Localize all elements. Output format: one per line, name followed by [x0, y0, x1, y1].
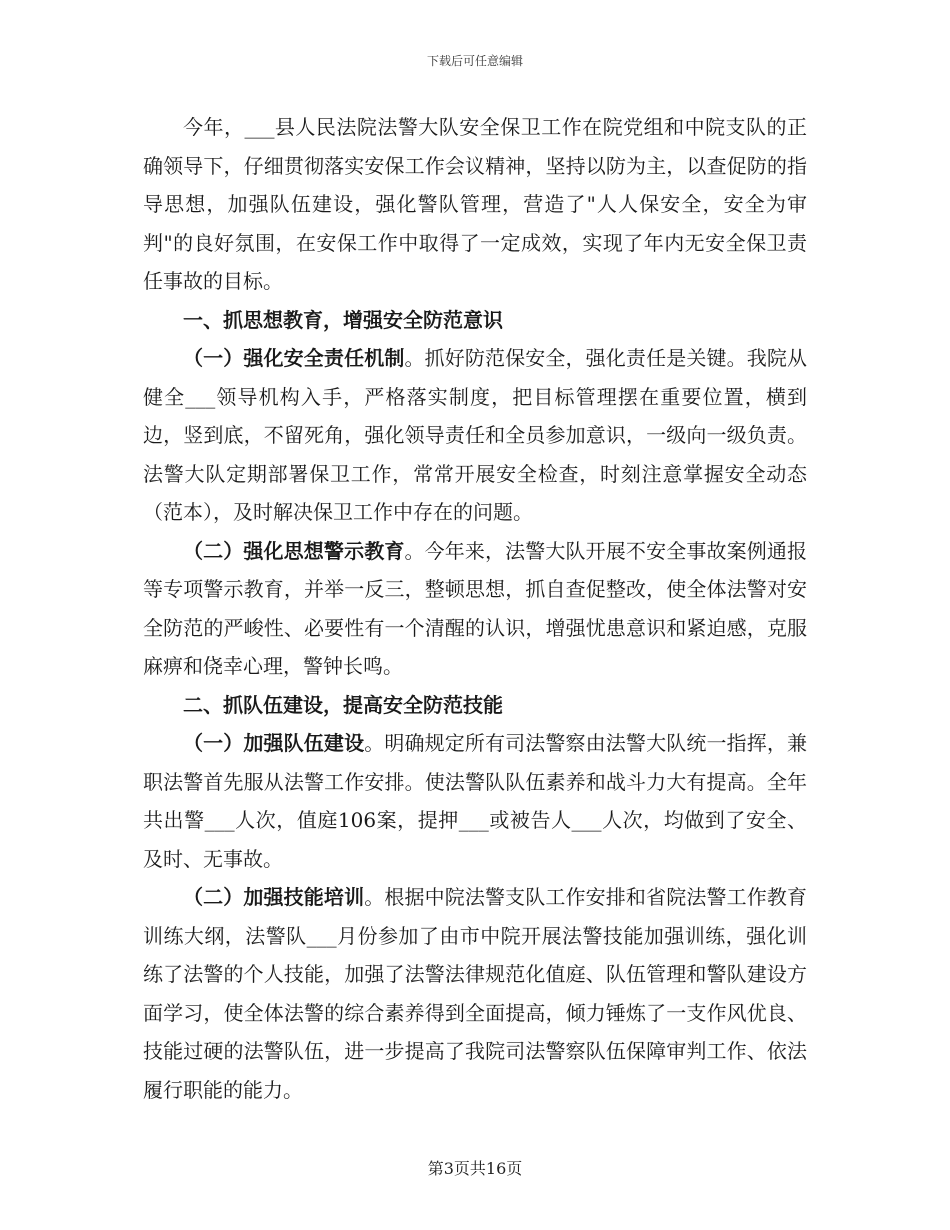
section-2-item-2: [143, 878, 807, 1109]
section-2-heading: 二、抓队伍建设，提高安全防范技能: [183, 692, 503, 717]
section-1-heading: 一、抓思想教育，增强安全防范意识: [183, 307, 503, 332]
section-1-item-2: [143, 532, 807, 686]
page-footer-number: 第3页共16页: [427, 1159, 523, 1178]
section-2-item-1-title: （一）加强队伍建设: [183, 731, 365, 755]
intro-paragraph: 今年，___县人民法院法警大队安全保卫工作在院党组和中院支队的正确领导下，仔细贯彻落实安保工作会议精神，坚持以防为主，以查促防的指导思想，加强队伍建设，强化警队管理，营造了"人人保安全，安全为审判"的良好氛围，在安保工作中取得了一定成效，实现了年内无安全保卫责任事故的目标。: [143, 115, 807, 293]
section-2-item-2-body: 。根据中院法警支队工作安排和省院法警工作教育训练大纲，法警队___月份参加了由市中院开展法警技能加强训练，强化训练了法警的个人技能，加强了法警法律规范化值庭、队伍管理和警队建设方面学习，使全体法警的综合素养得到全面提高，倾力锤炼了一支作风优良、技能过硬的法警队伍，进一步提高了我院司法警察队伍保障审判工作、依法履行职能的能力。: [143, 885, 808, 1102]
page-header-note: 下载后可任意编辑: [426, 54, 523, 68]
section-1-item-2-title: （二）强化思想警示教育: [183, 538, 405, 563]
section-2-item-1: [143, 724, 807, 878]
section-1-item-2-body: 。今年来，法警大队开展不安全事故案例通报等专项警示教育，并举一反三，整顿思想，抓自查促整改，使全体法警对安全防范的严峻性、必要性有一个清醒的认识，增强忧患意识和紧迫感，克服麻痹和侥幸心理，警钟长鸣。: [143, 538, 808, 678]
section-1-item-1-title: （一）强化安全责任机制: [183, 346, 405, 370]
section-2-item-2-title: （二）加强技能培训: [183, 885, 365, 909]
document-body: [143, 108, 807, 1109]
section-1-item-1: [143, 339, 807, 532]
section-1-item-1-body: 。抓好防范保安全，强化责任是关键。我院从健全___领导机构入手，严格落实制度，把目标管理摆在重要位置，横到边，竖到底，不留死角，强化领导责任和全员参加意识，一级向一级负责。法警大队定期部署保卫工作，常常开展安全检查，时刻注意掌握安全动态（范本），及时解决保卫工作中存在的问题。: [143, 346, 808, 524]
section-2-item-1-body: 。明确规定所有司法警察由法警大队统一指挥，兼职法警首先服从法警工作安排。使法警队队伍素养和战斗力大有提高。全年共出警___人次，值庭106案，提押___或被告人___人次，均做到了安全、及时、无事故。: [143, 731, 808, 871]
